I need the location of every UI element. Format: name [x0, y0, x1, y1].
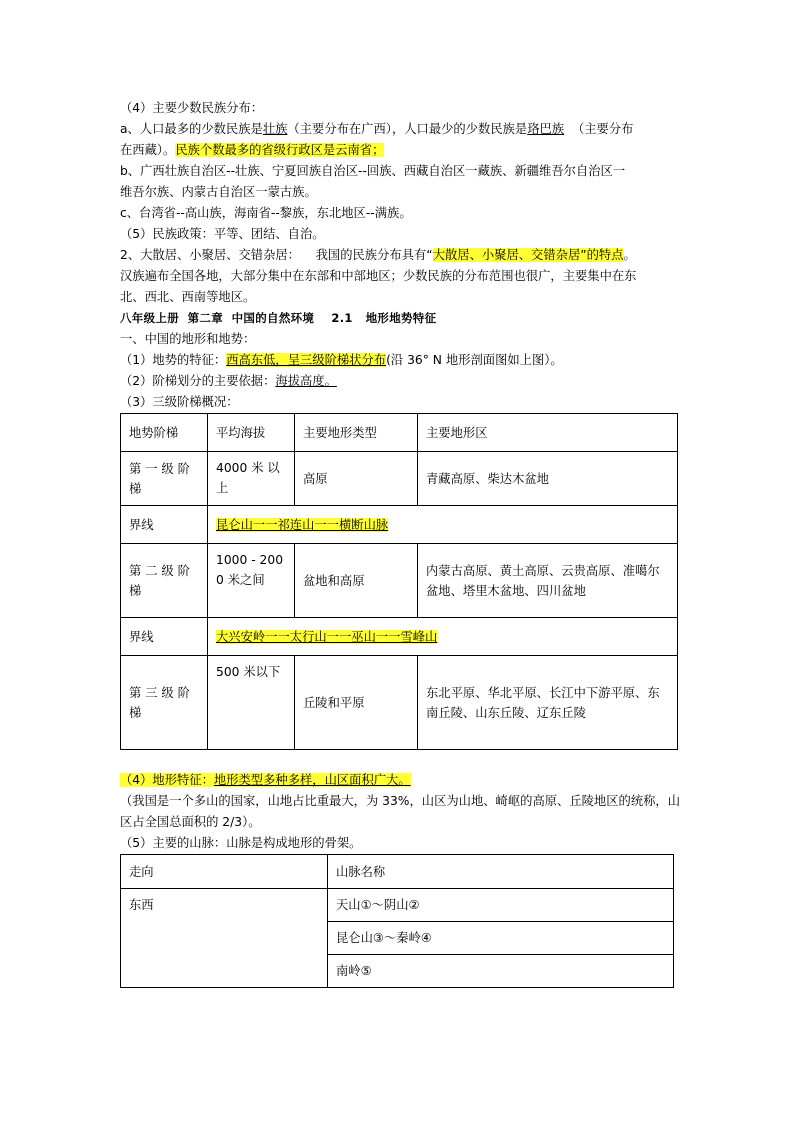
type-cell: 高原 — [295, 452, 418, 506]
mountain-ranges-table — [120, 854, 674, 988]
text: 。 — [623, 248, 636, 262]
table-row — [121, 618, 678, 656]
part1-title: 一、中国的地形和地势： — [120, 332, 256, 346]
text: 在西藏）。 — [120, 143, 176, 157]
regions-cell: 东北平原、华北平原、长江中下游平原、东南丘陵、山东丘陵、辽东丘陵 — [418, 656, 678, 750]
terrain-feature-line — [120, 350, 680, 371]
altitude-cell: 500 米以下 — [208, 656, 295, 750]
three-steps-title: （3）三级阶梯概况： — [120, 395, 239, 409]
text: 2、大散居、小聚居、交错杂居： 我国的民族分布具有“ — [120, 248, 433, 262]
text: （1）地势的特征： — [120, 353, 227, 367]
zhuang-term: 壮族 — [262, 122, 288, 136]
highlight-landform: 地形类型多种多样，山区面积广大。 — [213, 773, 411, 787]
regions-cell: 青藏高原、柴达木盆地 — [418, 452, 678, 506]
table-row — [121, 656, 678, 750]
header-cell: 走向 — [121, 855, 328, 889]
table-row — [121, 506, 678, 544]
chapter-title: 八年级上册 第二章 中国的自然环境 2.1 地形地势特征 — [120, 311, 437, 325]
table-header-row — [121, 414, 678, 452]
border-line-1: 昆仑山一一祁连山一一横断山脉 — [216, 517, 389, 532]
text: (沿 36° N 地形剖面图如上图）。 — [386, 353, 563, 367]
header-cell: 山脉名称 — [328, 855, 674, 889]
document-page — [120, 98, 680, 988]
range-cell: 天山①～阴山② — [328, 889, 674, 922]
spacer — [120, 750, 680, 770]
range-cell: 昆仑山③～秦岭④ — [328, 922, 674, 955]
minority-b-line2: 维吾尔族、内蒙古自治区一蒙古族。 — [120, 185, 317, 199]
minority-b-line1: b、广西壮族自治区--壮族、宁夏回族自治区--回族、西藏自治区一藏族、新疆维吾尔自治区一 — [120, 164, 626, 178]
table-row — [121, 889, 674, 922]
minority-a-line2 — [120, 140, 680, 161]
border-label-cell: 界线 — [121, 618, 208, 656]
table-row — [121, 452, 678, 506]
table-header-row — [121, 855, 674, 889]
landform-feature-line — [120, 770, 680, 791]
border-label-cell: 界线 — [121, 506, 208, 544]
step-basis-line — [120, 371, 680, 392]
minority-c-line: c、台湾省--高山族，海南省--黎族，东北地区--满族。 — [120, 206, 412, 220]
distribution-line1 — [120, 245, 680, 266]
highlight-yunnan: 民族个数最多的省级行政区是云南省； — [175, 143, 385, 157]
mountain-country-note: （我国是一个多山的国家，山地占比重最大，为 33%，山区为山地、崎岖的高原、丘陵地区的统称，山区占全国总面积的 2/3）。 — [120, 794, 681, 829]
table-row — [121, 544, 678, 618]
text: a、人口最多的少数民族是 — [120, 122, 263, 136]
type-cell: 盆地和高原 — [295, 544, 418, 618]
header-cell: 主要地形类型 — [295, 414, 418, 452]
highlight-landform-label: （4）地形特征： — [120, 773, 214, 787]
mountains-title: （5）主要的山脉：山脉是构成地形的骨架。 — [120, 836, 362, 850]
three-steps-table — [120, 413, 678, 750]
text: （主要分布在广西），人口最少的少数民族是 — [287, 122, 528, 136]
text: （2）阶梯划分的主要依据： — [120, 374, 276, 388]
distribution-line3: 北、西北、西南等地区。 — [120, 290, 256, 304]
direction-cell: 东西 — [121, 889, 328, 988]
header-cell: 主要地形区 — [418, 414, 678, 452]
step-cell: 第 一 级 阶 梯 — [121, 452, 208, 506]
luoba-term: 珞巴族 — [527, 122, 565, 136]
step-cell: 第 二 级 阶 梯 — [121, 544, 208, 618]
altitude-cell: 4000 米 以 上 — [208, 452, 295, 506]
range-cell: 南岭⑤ — [328, 955, 674, 988]
step-cell: 第 三 级 阶 梯 — [121, 656, 208, 750]
distribution-line2: 汉族遍布全国各地，大部分集中在东部和中部地区；少数民族的分布范围也很广，主要集中在东 — [120, 269, 637, 283]
regions-cell: 内蒙古高原、黄土高原、云贵高原、准噶尔盆地、塔里木盆地、四川盆地 — [418, 544, 678, 618]
header-cell: 地势阶梯 — [121, 414, 208, 452]
header-cell: 平均海拔 — [208, 414, 295, 452]
border-value-cell — [208, 506, 678, 544]
section4-title: （4）主要少数民族分布： — [120, 101, 264, 115]
highlight-terrain: 西高东低，呈三级阶梯状分布 — [226, 353, 387, 367]
altitude-cell: 1000 - 2000 米之间 — [208, 544, 295, 618]
section5-title: （5）民族政策：平等、团结、自治。 — [120, 227, 325, 241]
type-cell: 丘陵和平原 — [295, 656, 418, 750]
border-line-2: 大兴安岭一一太行山一一巫山一一雪峰山 — [216, 629, 438, 644]
minority-a-line1 — [120, 119, 680, 140]
altitude-term: 海拔高度。 — [275, 374, 337, 388]
highlight-distribution: 大散居、小聚居、交错杂居”的特点 — [432, 248, 624, 262]
border-value-cell — [208, 618, 678, 656]
text: （主要分布 — [564, 122, 634, 136]
